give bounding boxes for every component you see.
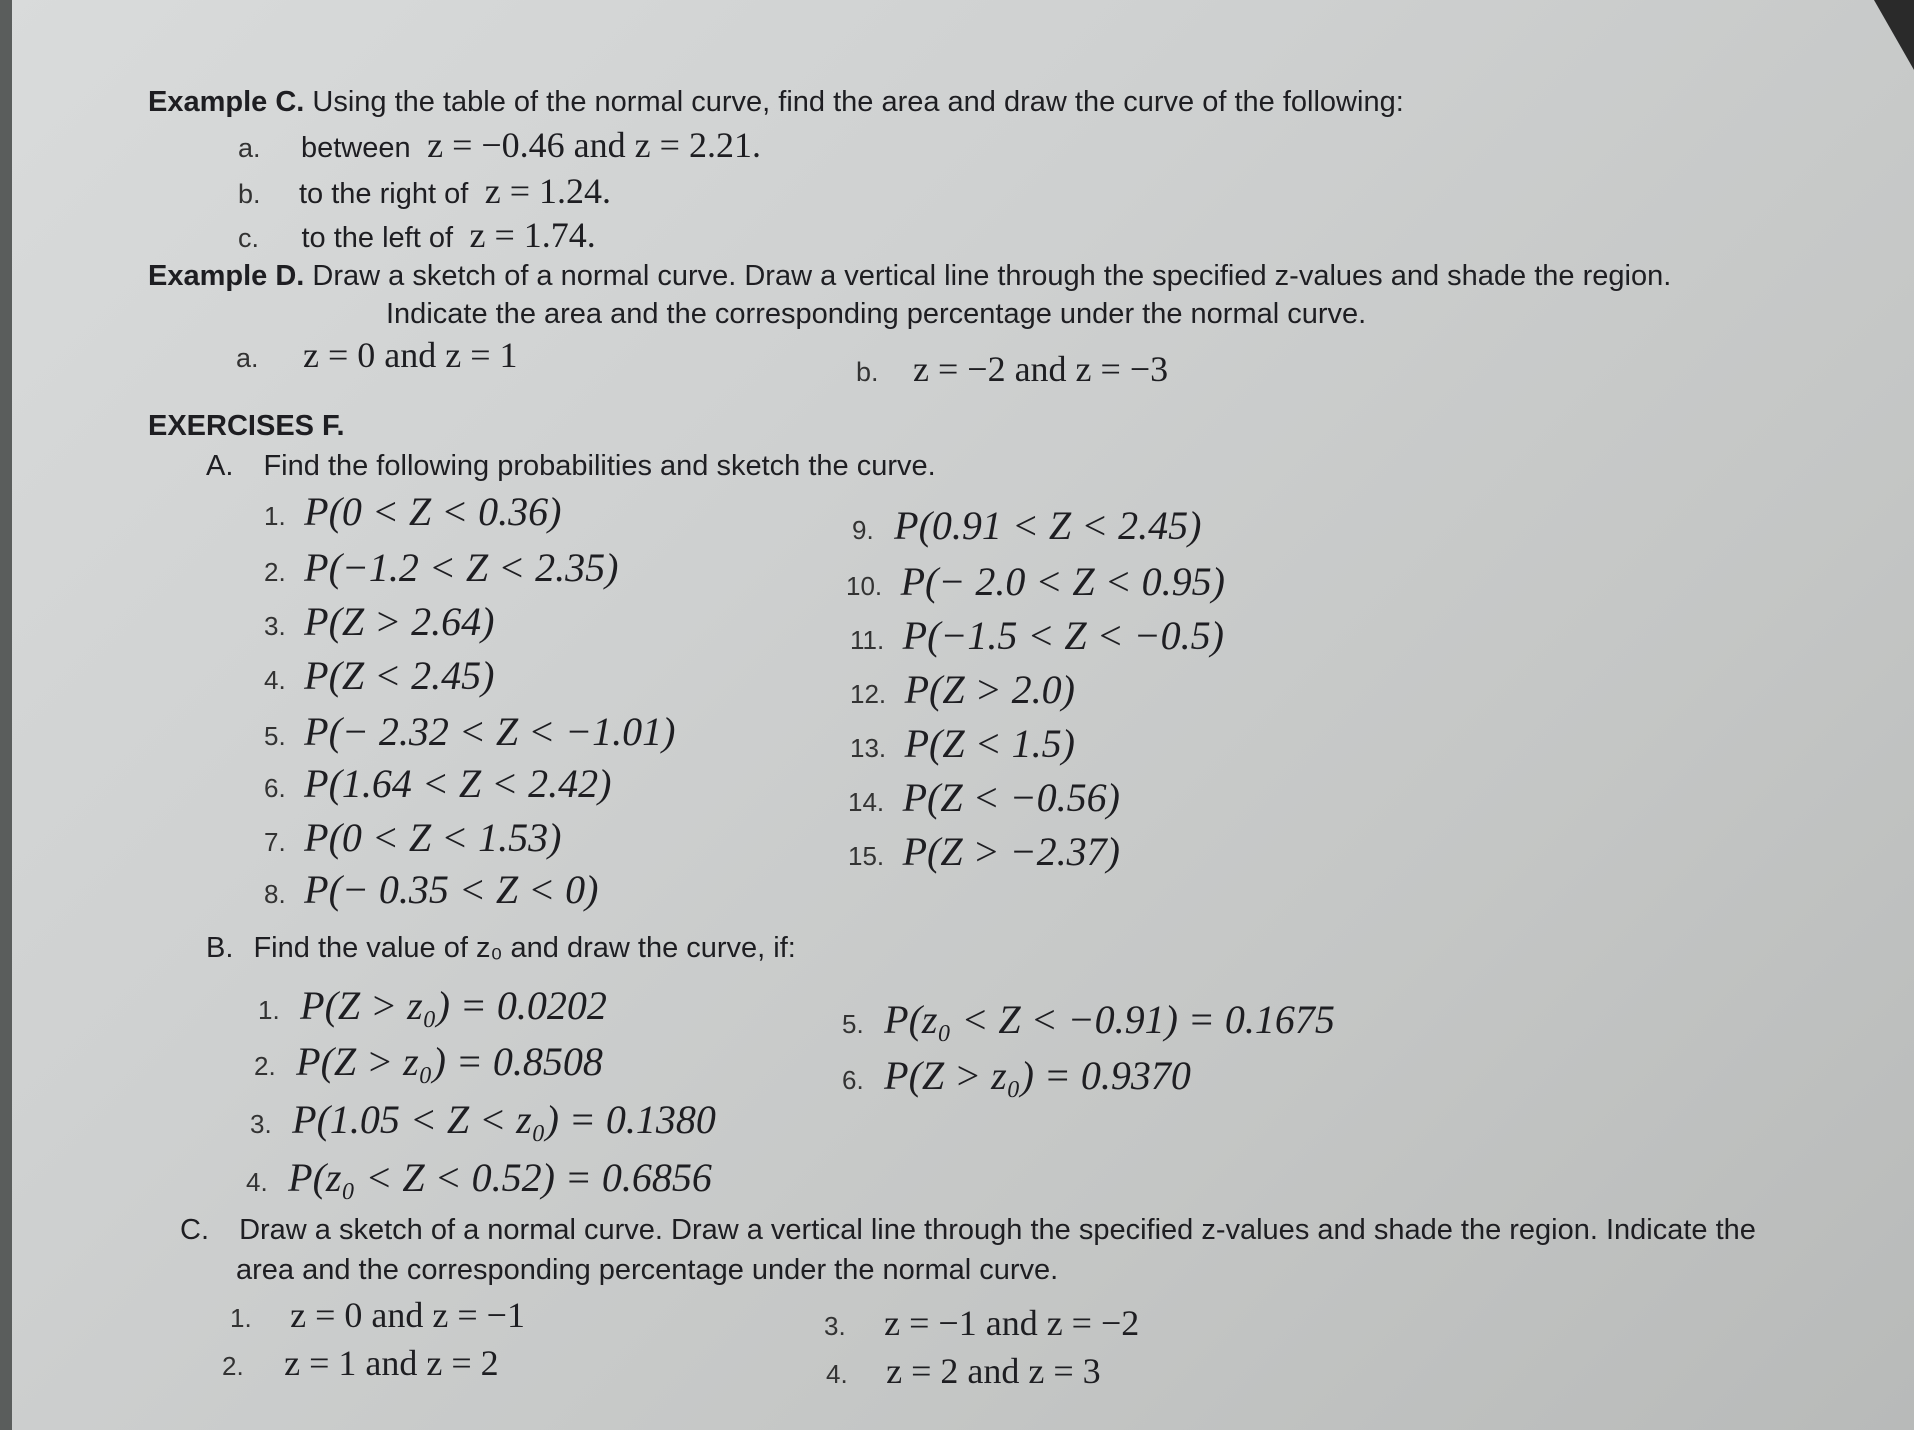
item-expr: P(Z > z₀) = 0.0202	[300, 983, 607, 1028]
item-expr: z = 1 and z = 2	[284, 1343, 499, 1383]
item-number: 4.	[246, 1167, 268, 1197]
part-a-item-14	[848, 774, 1120, 821]
item-expr: P(0 < Z < 0.36)	[304, 489, 562, 534]
part-b-letter: B.	[206, 932, 234, 964]
item-expr: z = 2 and z = 3	[886, 1351, 1101, 1391]
part-c-heading	[180, 1214, 1756, 1247]
item-number: 3.	[824, 1311, 846, 1341]
part-b-item-1	[258, 982, 607, 1029]
item-text: between	[300, 132, 411, 164]
item-number: 6.	[842, 1065, 864, 1095]
item-number: 13.	[850, 733, 887, 763]
example-c-item-a	[238, 124, 761, 166]
example-d-item-a	[236, 334, 518, 376]
example-d-label: Example D.	[148, 260, 305, 292]
part-b-item-4	[246, 1154, 712, 1201]
item-expr: P(0.91 < Z < 2.45)	[894, 503, 1202, 548]
item-expr: P(Z > 2.0)	[904, 667, 1075, 712]
part-a-item-13	[850, 720, 1075, 767]
item-expr: P(Z < 1.5)	[904, 721, 1075, 766]
item-expr: P(Z > −2.37)	[902, 829, 1120, 874]
part-c-item-2	[222, 1342, 499, 1384]
item-number: 4.	[264, 665, 286, 695]
part-a-item-12	[850, 666, 1075, 713]
item-number: 1.	[258, 995, 280, 1025]
part-a-item-5	[264, 708, 675, 755]
page-corner-shadow	[1874, 0, 1914, 70]
example-d-heading	[148, 260, 1671, 293]
item-expr: P(0 < Z < 1.53)	[304, 815, 562, 860]
item-number: 3.	[250, 1109, 272, 1139]
item-expr: z = −1 and z = −2	[884, 1303, 1140, 1343]
part-c-text1: Draw a sketch of a normal curve. Draw a vertical line through the specified z-values and shade the region. Indicate the	[239, 1214, 1756, 1246]
exercises-title: EXERCISES F.	[148, 410, 345, 442]
item-expr: z = 0 and z = 1	[302, 335, 518, 375]
part-a-text: Find the following probabilities and sketch the curve.	[263, 450, 936, 482]
part-a-item-7	[264, 814, 561, 861]
item-number: 2.	[264, 557, 286, 587]
item-number: 6.	[264, 773, 286, 803]
item-number: 1.	[230, 1303, 252, 1333]
item-letter: b.	[238, 179, 261, 209]
item-expr: P(Z > 2.64)	[304, 599, 495, 644]
part-a-item-3	[264, 598, 494, 645]
item-expr: P(Z > z₀) = 0.8508	[296, 1039, 603, 1084]
part-b-item-5	[842, 996, 1335, 1043]
part-b-item-3	[250, 1096, 716, 1143]
item-expr: P(z₀ < Z < −0.91) = 0.1675	[884, 997, 1335, 1042]
item-expr: P(− 0.35 < Z < 0)	[304, 867, 599, 912]
part-a-item-15	[848, 828, 1120, 875]
part-a-item-10	[846, 558, 1225, 605]
part-a-item-6	[264, 760, 611, 807]
item-text: to the left of	[301, 222, 454, 254]
example-d-text2: Indicate the area and the corresponding percentage under the normal curve.	[386, 298, 1367, 330]
item-expr: z = 1.24.	[484, 171, 611, 211]
item-expr: P(−1.5 < Z < −0.5)	[902, 613, 1224, 658]
item-number: 9.	[852, 515, 874, 545]
item-expr: P(− 2.32 < Z < −1.01)	[304, 709, 676, 754]
part-c-item-1	[230, 1294, 525, 1336]
item-expr: z = −0.46 and z = 2.21.	[427, 125, 761, 165]
item-number: 10.	[846, 571, 883, 601]
item-number: 3.	[264, 611, 286, 641]
item-number: 7.	[264, 827, 286, 857]
item-number: 2.	[254, 1051, 276, 1081]
item-number: 4.	[826, 1359, 848, 1389]
part-a-item-4	[264, 652, 494, 699]
item-letter: a.	[236, 343, 259, 373]
item-expr: P(1.64 < Z < 2.42)	[304, 761, 612, 806]
part-c-text2: area and the corresponding percentage under the normal curve.	[236, 1254, 1059, 1286]
item-number: 1.	[264, 501, 286, 531]
item-expr: P(Z > z₀) = 0.9370	[884, 1053, 1191, 1098]
part-b-item-6	[842, 1052, 1191, 1099]
item-expr: P(z₀ < Z < 0.52) = 0.6856	[288, 1155, 712, 1200]
part-a-heading	[206, 450, 936, 483]
item-expr: z = −2 and z = −3	[912, 349, 1169, 389]
item-letter: a.	[238, 133, 261, 163]
item-expr: P(−1.2 < Z < 2.35)	[304, 545, 619, 590]
example-c-label: Example C.	[148, 86, 305, 118]
item-number: 5.	[264, 721, 286, 751]
item-expr: z = 0 and z = −1	[290, 1295, 525, 1335]
part-a-letter: A.	[206, 450, 234, 482]
item-number: 15.	[848, 841, 885, 871]
example-c-heading	[148, 86, 1404, 119]
item-expr: P(Z < 2.45)	[304, 653, 495, 698]
item-text: to the right of	[298, 178, 469, 210]
item-letter: c.	[238, 223, 260, 253]
example-d-text1: Draw a sketch of a normal curve. Draw a vertical line through the specified z-values and shade the region.	[312, 260, 1672, 292]
part-b-heading	[206, 932, 796, 965]
part-b-text: Find the value of z₀ and draw the curve, if:	[253, 932, 796, 964]
part-a-item-8	[264, 866, 598, 913]
example-c-item-b	[238, 170, 611, 212]
part-a-item-11	[850, 612, 1224, 659]
part-a-item-9	[852, 502, 1201, 549]
part-b-item-2	[254, 1038, 603, 1085]
part-c-item-3	[824, 1302, 1139, 1344]
example-c-item-c	[238, 214, 596, 256]
item-expr: P(− 2.0 < Z < 0.95)	[900, 559, 1225, 604]
item-expr: P(Z < −0.56)	[902, 775, 1120, 820]
item-expr: z = 1.74.	[469, 215, 596, 255]
page-edge-shadow	[0, 0, 12, 1430]
item-expr: P(1.05 < Z < z₀) = 0.1380	[292, 1097, 716, 1142]
part-a-item-2	[264, 544, 618, 591]
item-number: 11.	[850, 625, 885, 655]
part-c-item-4	[826, 1350, 1101, 1392]
item-number: 2.	[222, 1351, 244, 1381]
item-letter: b.	[856, 357, 879, 387]
item-number: 14.	[848, 787, 885, 817]
item-number: 12.	[850, 679, 887, 709]
example-d-item-b	[856, 348, 1168, 390]
item-number: 8.	[264, 879, 286, 909]
example-c-text: Using the table of the normal curve, find the area and draw the curve of the following:	[312, 86, 1404, 118]
part-c-letter: C.	[180, 1214, 209, 1246]
item-number: 5.	[842, 1009, 864, 1039]
part-a-item-1	[264, 488, 561, 535]
